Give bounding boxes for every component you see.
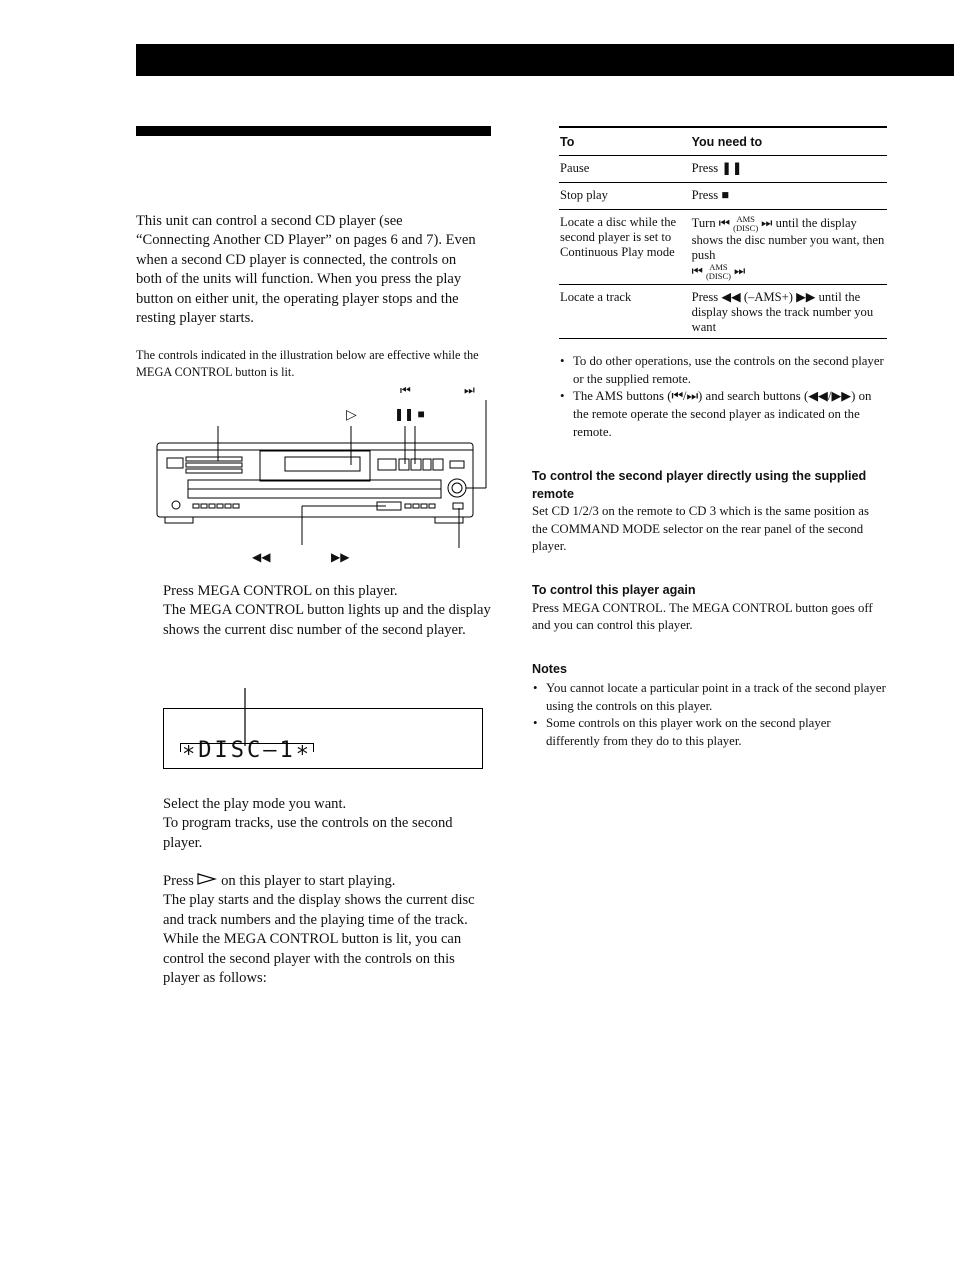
notes-heading: Notes bbox=[532, 662, 567, 676]
step-3-action: Press on this player to start playing. bbox=[163, 873, 396, 889]
table-row: Pause Press ❚❚ bbox=[559, 156, 887, 183]
label-pause-stop: ❚❚ ■ bbox=[394, 407, 425, 421]
label-next: ⏭ bbox=[464, 383, 475, 397]
ams-label: AMS (DISC) bbox=[733, 214, 759, 233]
bullet-list bbox=[559, 353, 889, 442]
step-3-result: The play starts and the display shows the current disc and track numbers and the playing time of the track. bbox=[163, 892, 475, 928]
remote-section bbox=[532, 468, 887, 556]
step-2-action: Select the play mode you want. bbox=[163, 796, 347, 812]
label-ff: ▶▶ bbox=[331, 550, 350, 564]
remote-heading: To control the second player directly using the supplied remote bbox=[532, 469, 867, 501]
table-row: Stop play Press ■ bbox=[559, 183, 887, 210]
col-need: You need to bbox=[691, 134, 763, 149]
notes-list bbox=[532, 680, 887, 751]
header-bar bbox=[136, 44, 954, 76]
step-1-result: The MEGA CONTROL button lights up and the display shows the current disc number of the second player. bbox=[163, 602, 491, 638]
display-readout bbox=[163, 708, 483, 769]
label-prev: ⏮ bbox=[400, 383, 411, 397]
power-button bbox=[167, 458, 183, 468]
list-item: • The AMS buttons (⏮/⏭) and search buttons (◀◀/▶▶) on the remote operate the second player as indicated on the remote. bbox=[559, 388, 889, 441]
again-heading: To control this player again bbox=[532, 583, 696, 597]
display-bracket bbox=[180, 743, 314, 752]
ams-label: AMS (DISC) bbox=[705, 262, 731, 281]
table-row: Locate a disc while the second player is set to Continuous Play mode Turn ⏮ AMS (DISC) ⏭ until the display shows the disc number you want, then push ⏮ AMS (DISC) ⏭ bbox=[559, 210, 887, 285]
list-item: • Some controls on this player work on the second player differently from they do to this player. bbox=[532, 715, 887, 750]
again-body: Press MEGA CONTROL. The MEGA CONTROL button goes off and you can control this player. bbox=[532, 600, 873, 633]
ams-dial bbox=[448, 479, 466, 497]
table-row: Locate a track Press ◀◀ (–AMS+) ▶▶ until the display shows the track number you want bbox=[559, 285, 887, 339]
notes-heading-wrap bbox=[532, 661, 567, 679]
next-icon: ⏭ bbox=[733, 263, 746, 278]
section-bar bbox=[136, 126, 491, 136]
display-text: ∗DISC–1∗ bbox=[182, 738, 312, 763]
step-3 bbox=[163, 872, 493, 988]
label-rew: ◀◀ bbox=[252, 550, 271, 564]
remote-body: Set CD 1/2/3 on the remote to CD 3 which is the same position as the COMMAND MODE selector on the rear panel of the second player. bbox=[532, 504, 869, 554]
intro-paragraph: This unit can control a second CD player (see “Connecting Another CD Player” on pages 6 and 7). Even when a second CD player is connected, the controls on both of the units will function. When you press the play button on either unit, the operating player stops and the resting player starts. bbox=[136, 213, 476, 327]
illustration-caption: The controls indicated in the illustration below are effective while the MEGA CONTROL button is lit. bbox=[136, 348, 479, 379]
step-3-note: While the MEGA CONTROL button is lit, you can control the second player with the controls on this player as follows: bbox=[163, 931, 462, 987]
step-1 bbox=[163, 582, 493, 640]
prev-icon: ⏮ bbox=[718, 215, 731, 230]
play-icon bbox=[197, 873, 217, 885]
col-to: To bbox=[560, 134, 575, 149]
step-2-detail: To program tracks, use the controls on the second player. bbox=[163, 815, 453, 851]
cd-player-illustration bbox=[150, 380, 495, 570]
prev-icon: ⏮ bbox=[691, 263, 703, 278]
again-section bbox=[532, 582, 887, 635]
table-header bbox=[559, 128, 887, 156]
label-play: ▷ bbox=[346, 406, 357, 422]
player-display bbox=[285, 457, 360, 471]
list-item: • You cannot locate a particular point in a track of the second player using the controls on this player. bbox=[532, 680, 887, 715]
step-2 bbox=[163, 795, 493, 853]
step-1-action: Press MEGA CONTROL on this player. bbox=[163, 583, 398, 599]
controls-table bbox=[559, 126, 887, 339]
next-icon: ⏭ bbox=[761, 215, 773, 230]
list-item: • To do other operations, use the controls on the second player or the supplied remote. bbox=[559, 353, 889, 388]
